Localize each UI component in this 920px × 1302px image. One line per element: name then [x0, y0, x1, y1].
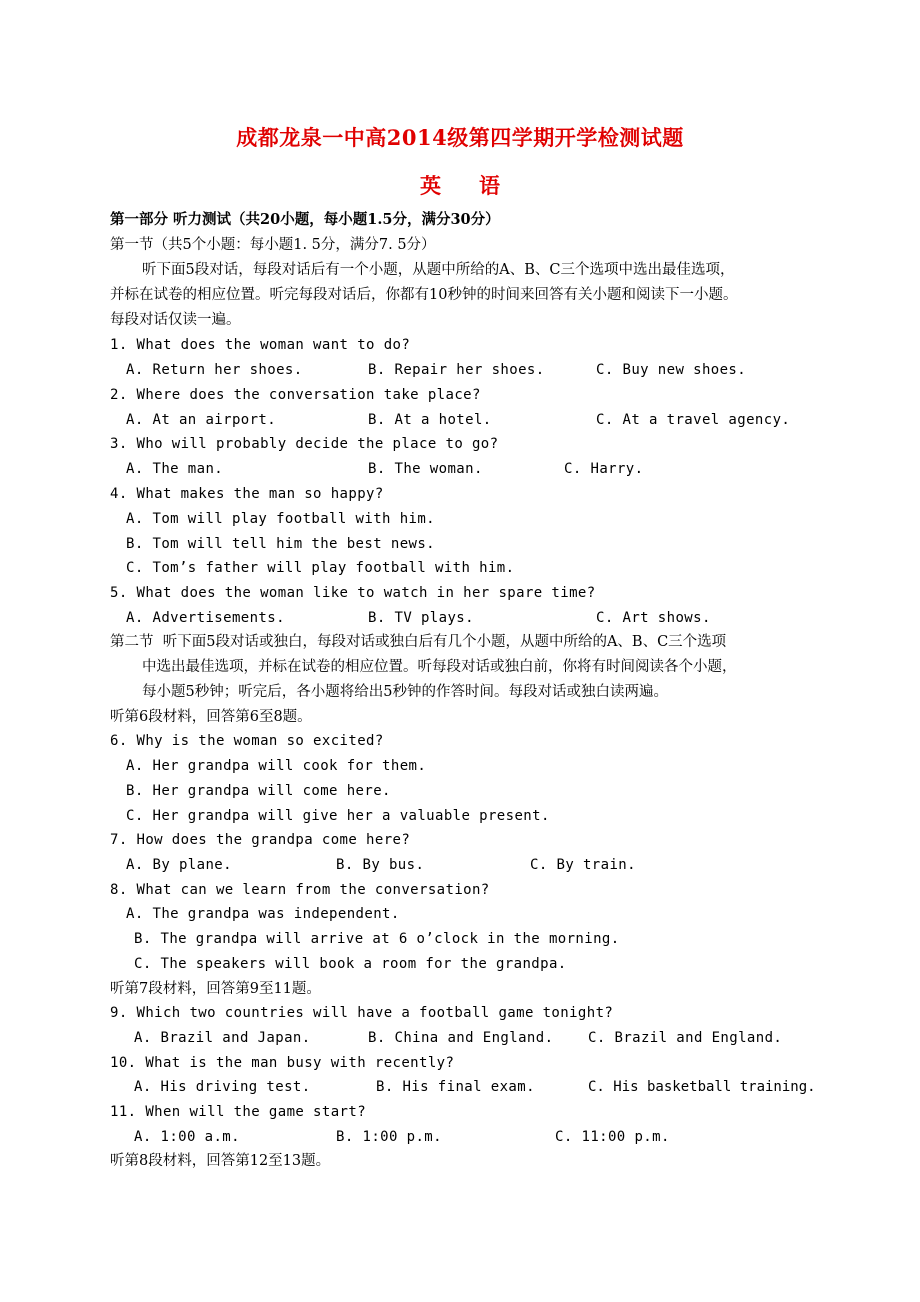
- option-b: B. TV plays.: [368, 610, 474, 626]
- option-a: A. His driving test.: [134, 1079, 311, 1095]
- option-a: A. Return her shoes.: [126, 362, 303, 378]
- option-a: A. The grandpa was independent.: [126, 906, 400, 922]
- option-b: B. Her grandpa will come here.: [126, 783, 391, 799]
- option-c: C. Brazil and England.: [588, 1030, 783, 1046]
- option-c: C. Harry.: [564, 461, 644, 477]
- question-1: 1. What does the woman want to do?: [110, 337, 411, 353]
- question-2: 2. Where does the conversation take place?: [110, 387, 481, 403]
- option-b: B. His final exam.: [376, 1079, 535, 1095]
- option-c: C. At a travel agency.: [596, 412, 791, 428]
- question-4: 4. What makes the man so happy?: [110, 486, 384, 502]
- question-10: 10. What is the man busy with recently?: [110, 1055, 455, 1071]
- option-b: B. China and England.: [368, 1030, 554, 1046]
- option-a: A. Advertisements.: [126, 610, 285, 626]
- option-c: C. Art shows.: [596, 610, 711, 626]
- option-c: C. Tom’s father will play football with him.: [126, 560, 515, 576]
- section1-instruction-line: 听下面5段对话，每段对话后有一个小题，从题中所给的A、B、C三个选项中选出最佳选项，: [142, 262, 735, 278]
- option-a: A. At an airport.: [126, 412, 277, 428]
- question-8: 8. What can we learn from the conversation?: [110, 882, 490, 898]
- section1-heading: 第一节（共5个小题：每小题1. 5分，满分7. 5分）: [110, 237, 436, 253]
- option-c: C. 11:00 p.m.: [555, 1129, 670, 1145]
- option-a: A. Tom will play football with him.: [126, 511, 436, 527]
- segment-6-heading: 听第6段材料，回答第6至8题。: [110, 709, 312, 725]
- section1-instruction-line: 每段对话仅读一遍。: [110, 312, 241, 328]
- question-11: 11. When will the game start?: [110, 1104, 367, 1120]
- exam-title: 成都龙泉一中高2014级第四学期开学检测试题: [236, 125, 684, 150]
- question-7: 7. How does the grandpa come here?: [110, 832, 411, 848]
- option-b: B. 1:00 p.m.: [336, 1129, 442, 1145]
- question-6: 6. Why is the woman so excited?: [110, 733, 384, 749]
- option-a: A. The man.: [126, 461, 224, 477]
- segment-7-heading: 听第7段材料，回答第9至11题。: [110, 981, 321, 997]
- option-b: B. Tom will tell him the best news.: [126, 536, 436, 552]
- option-a: A. 1:00 a.m.: [134, 1129, 240, 1145]
- section2-instruction-line: 第二节 听下面5段对话或独白，每段对话或独白后有几个小题，从题中所给的A、B、C三个选项: [110, 634, 727, 650]
- subject-title: 英语: [420, 173, 538, 198]
- question-9: 9. Which two countries will have a football game tonight?: [110, 1005, 614, 1021]
- option-b: B. Repair her shoes.: [368, 362, 545, 378]
- option-c: C. Buy new shoes.: [596, 362, 747, 378]
- section2-instruction-line: 每小题5秒钟；听完后，各小题将给出5秒钟的作答时间。每段对话或独白读两遍。: [142, 684, 668, 700]
- question-5: 5. What does the woman like to watch in her spare time?: [110, 585, 596, 601]
- option-b: B. The woman.: [368, 461, 483, 477]
- option-a: A. By plane.: [126, 857, 232, 873]
- section2-instruction-line: 中选出最佳选项，并标在试卷的相应位置。听每段对话或独白前，你将有时间阅读各个小题，: [142, 659, 737, 675]
- segment-8-heading: 听第8段材料，回答第12至13题。: [110, 1153, 331, 1169]
- option-b: B. At a hotel.: [368, 412, 492, 428]
- question-3: 3. Who will probably decide the place to go?: [110, 436, 499, 452]
- option-c: C. By train.: [530, 857, 636, 873]
- option-a: A. Brazil and Japan.: [134, 1030, 311, 1046]
- option-b: B. The grandpa will arrive at 6 o’clock in the morning.: [134, 931, 620, 947]
- option-c: C. His basketball training.: [588, 1079, 816, 1095]
- option-c: C. Her grandpa will give her a valuable present.: [126, 808, 550, 824]
- part1-heading: 第一部分 听力测试（共20小题，每小题1.5分，满分30分）: [110, 211, 500, 228]
- option-b: B. By bus.: [336, 857, 425, 873]
- option-a: A. Her grandpa will cook for them.: [126, 758, 427, 774]
- section1-instruction-line: 并标在试卷的相应位置。听完每段对话后，你都有10秒钟的时间来回答有关小题和阅读下一小题。: [110, 287, 738, 303]
- option-c: C. The speakers will book a room for the grandpa.: [134, 956, 567, 972]
